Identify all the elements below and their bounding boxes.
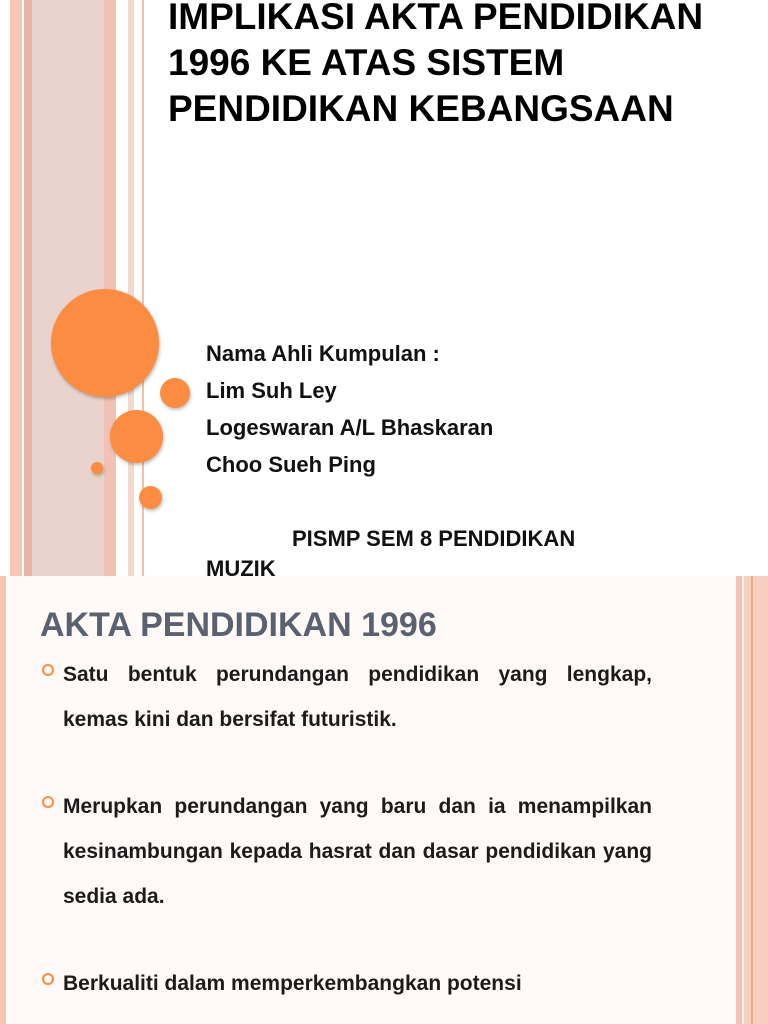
decorative-stripe [744,576,768,1024]
decorative-stripe [128,0,134,576]
members-heading: Nama Ahli Kumpulan : [206,341,440,366]
group-members [206,339,493,487]
decorative-circle [139,486,162,509]
bullet-text: Satu bentuk perundangan pendidikan yang lengkap, kemas kini dan bersifat futuristik. [63,663,652,731]
decorative-stripe [32,0,104,576]
member-name: Logeswaran A/L Bhaskaran [206,415,494,440]
bullet-text: Merupkan perundangan yang baru dan ia menampilkan kesinambungan kepada hasrat dan dasar pendidikan yang sedia ada. [63,795,652,908]
decorative-stripe [10,0,22,576]
bullet-circle-icon [42,973,54,985]
member-name: Lim Suh Ley [206,378,337,403]
bullet-list [40,652,652,1024]
bullet-circle-icon [42,796,54,808]
bullet-item [40,784,652,919]
decorative-stripe [0,576,6,1024]
decorative-circle [91,462,103,474]
decorative-stripe [736,576,742,1024]
course-line: MUZIK [206,556,276,576]
decorative-circle [51,289,159,397]
member-name: Choo Sueh Ping [206,452,376,477]
slide-title: AKTA PENDIDIKAN 1996 [40,606,437,644]
bullet-text: Berkualiti dalam memperkembangkan potensi [63,972,522,995]
bullet-circle-icon [42,664,54,676]
decorative-stripe [104,0,116,576]
bullet-item [40,652,652,742]
decorative-stripe [751,576,753,1024]
content-slide [0,576,768,1024]
decorative-circle [160,378,190,408]
decorative-stripe [24,0,32,576]
bullet-item [40,961,652,1006]
decorative-circle [110,410,163,463]
course-info [206,524,646,576]
course-line: PISMP SEM 8 PENDIDIKAN [292,526,576,551]
slide-title: IMPLIKASI AKTA PENDIDIKAN 1996 KE ATAS SISTEM PENDIDIKAN KEBANGSAAN [168,0,704,129]
